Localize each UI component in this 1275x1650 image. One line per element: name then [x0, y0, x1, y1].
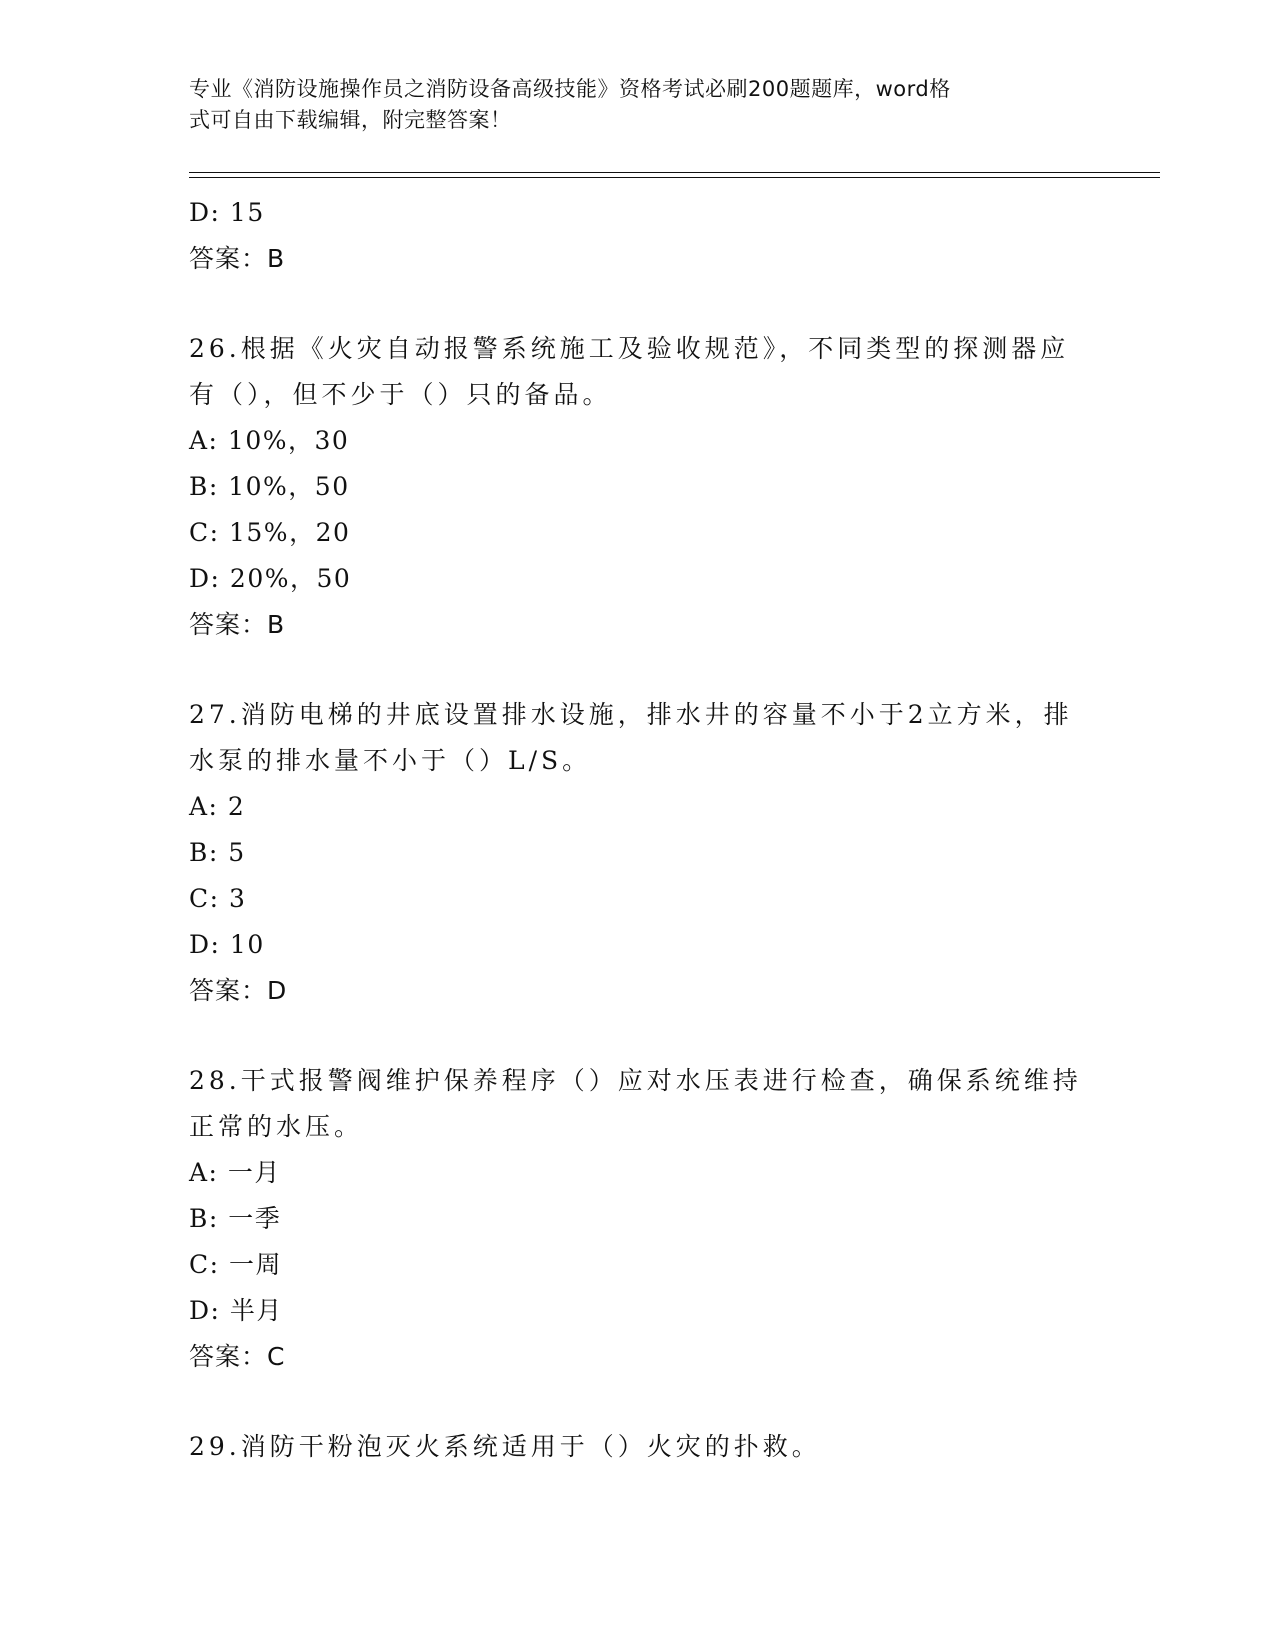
question-stem-line-1: 26.根据《火灾自动报警系统施工及验收规范》，不同类型的探测器应: [189, 334, 1070, 363]
document-header: [189, 74, 1069, 136]
option-b: B: 5: [189, 838, 246, 867]
question-28: [189, 1058, 1089, 1380]
question-stem-line-1: 29.消防干粉泡灭火系统适用于（）火灾的扑救。: [189, 1432, 821, 1461]
answer: 答案：B: [189, 610, 286, 639]
option-b: B: 10%，50: [189, 472, 350, 501]
question-26: [189, 326, 1089, 648]
prev-answer: 答案：B: [189, 244, 286, 273]
question-stem-line-2: 正常的水压。: [189, 1112, 364, 1141]
question-27: [189, 692, 1089, 1014]
option-a: A: 一月: [189, 1158, 281, 1187]
header-line-1: 专业《消防设施操作员之消防设备高级技能》资格考试必刷200题题库，word格: [189, 77, 951, 101]
option-b: B: 一季: [189, 1204, 282, 1233]
prev-option-d: D: 15: [189, 198, 265, 227]
option-d: D: 20%，50: [189, 564, 352, 593]
option-c: C: 一周: [189, 1250, 282, 1279]
option-a: A: 10%，30: [189, 426, 350, 455]
header-rule-bottom: [189, 177, 1160, 178]
question-29: [189, 1424, 1089, 1470]
option-d: D: 10: [189, 930, 265, 959]
answer: 答案：D: [189, 976, 288, 1005]
question-stem-line-1: 27.消防电梯的井底设置排水设施，排水井的容量不小于2立方米，排: [189, 700, 1073, 729]
option-c: C: 3: [189, 884, 247, 913]
header-line-2: 式可自由下载编辑，附完整答案！: [189, 108, 512, 132]
option-a: A: 2: [189, 792, 246, 821]
question-stem-line-2: 有（），但不少于（）只的备品。: [189, 380, 612, 409]
option-d: D: 半月: [189, 1296, 283, 1325]
header-rule-top: [189, 172, 1160, 173]
question-list: [189, 190, 1089, 1470]
answer: 答案：C: [189, 1342, 286, 1371]
question-stem-line-2: 水泵的排水量不小于（）L/S。: [189, 746, 592, 775]
question-stem-line-1: 28.干式报警阀维护保养程序（）应对水压表进行检查，确保系统维持: [189, 1066, 1082, 1095]
option-c: C: 15%，20: [189, 518, 351, 547]
